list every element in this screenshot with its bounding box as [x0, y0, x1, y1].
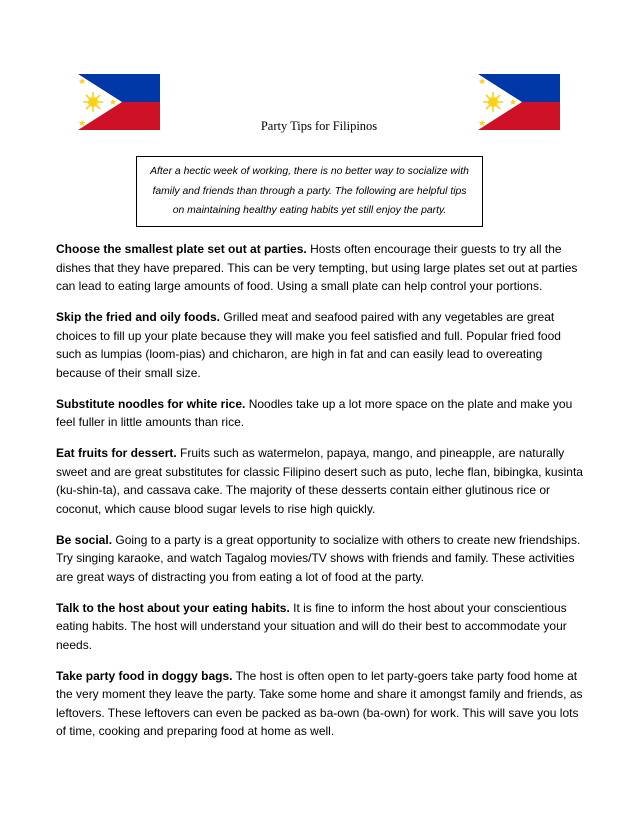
tip-body: The host is often open to let party-goers take party food home at the very moment they leave the party. Take some home and share it amongst family and friends, as leftovers. These leftovers can even be packed as ba-own (ba-own) for work. This will save you lots of time, cooking and preparing food at home as well.	[56, 668, 583, 738]
tips-list	[56, 240, 586, 753]
intro-box	[136, 156, 483, 227]
tip-heading: Take party food in doggy bags.	[56, 668, 233, 683]
tip-heading: Talk to the host about your eating habits.	[56, 600, 290, 615]
tip-item	[56, 395, 586, 432]
tip-body: Grilled meat and seafood paired with any vegetables are great choices to fill up your plate because they will make you feel satisfied and full. Popular fried food such as lumpias (loom-pias) and chicharon, are high in fat and can easily lead to overeating because of their small size.	[56, 310, 561, 380]
tip-body: Hosts often encourage their guests to try all the dishes that they have prepared. This can be very tempting, but using large plates set out at parties can lead to eating large amounts of food. Using a small plate can help control your portions.	[56, 242, 578, 293]
tip-item	[56, 444, 586, 518]
tip-item	[56, 599, 586, 655]
tip-body: Going to a party is a great opportunity to socialize with others to create new friendships. Try singing karaoke, and watch Tagalog movies/TV shows with friends and family. These activities are great ways of distracting you from eating a lot of food at the party.	[56, 532, 581, 584]
tip-item	[56, 531, 586, 587]
tip-body: It is fine to inform the host about your conscientious eating habits. The host will understand your situation and will do their best to accommodate your needs.	[56, 600, 567, 652]
tip-item	[56, 308, 586, 382]
tip-heading: Choose the smallest plate set out at parties.	[56, 242, 307, 256]
tip-heading: Be social.	[56, 532, 113, 547]
tip-heading: Eat fruits for dessert.	[56, 446, 177, 460]
tip-body: Fruits such as watermelon, papaya, mango, and pineapple, are naturally sweet and are great substitutes for classic Filipino desert such as puto, leche flan, bibingka, kusinta (ku-shin-ta), and cassava cake. The majority of these desserts contain either glutinous rice or coconut, which cause blood sugar levels to rise high quickly.	[56, 446, 583, 516]
tip-item	[56, 667, 586, 741]
tip-item	[56, 240, 586, 296]
tip-heading: Substitute noodles for white rice.	[56, 396, 246, 411]
page-title: Party Tips for Filipinos	[260, 119, 378, 133]
intro-text: After a hectic week of working, there is no better way to socialize with family and friends than through a party. The following are helpful tips on maintaining healthy eating habits yet still enjoy the party.	[150, 166, 469, 216]
tip-heading: Skip the fried and oily foods.	[56, 310, 221, 324]
tip-body: Noodles take up a lot more space on the plate and make you feel fuller in little amounts than rice.	[56, 396, 573, 429]
